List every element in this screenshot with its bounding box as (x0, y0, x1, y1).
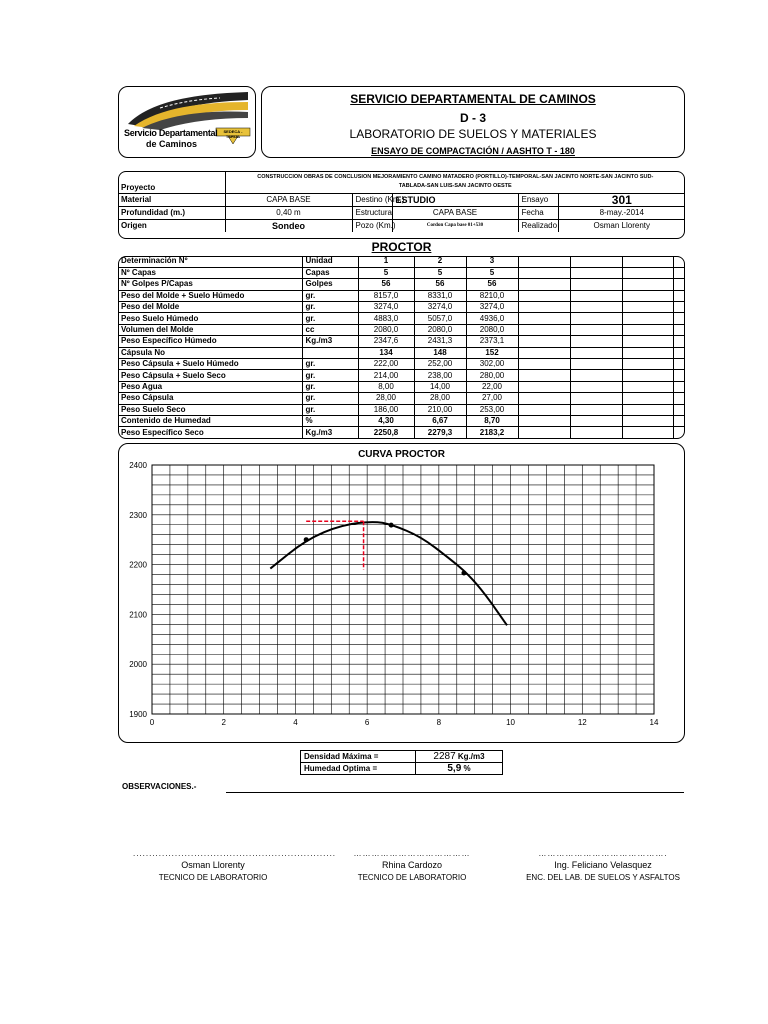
proctor-empty-cell (673, 427, 685, 438)
proctor-empty-cell (622, 415, 673, 426)
proctor-empty-cell (570, 370, 622, 381)
proctor-empty-cell (518, 290, 570, 301)
proctor-row-label: Peso Cápsula + Suelo Seco (118, 370, 302, 381)
pozo-label: Pozo (Km.) (352, 219, 392, 232)
proctor-value-3: 253,00 (466, 404, 518, 415)
proctor-value-3: 2183,2 (466, 427, 518, 438)
proctor-row (118, 279, 685, 290)
proctor-empty-cell (673, 290, 685, 301)
proctor-empty-cell (518, 279, 570, 290)
proctor-value-2: 6,67 (414, 415, 466, 426)
profundidad-label: Profundidad (m.) (118, 206, 225, 219)
origen-label: Origen (118, 219, 225, 232)
proctor-row-label: Peso Agua (118, 381, 302, 392)
material-value: CAPA BASE (225, 193, 352, 206)
proctor-empty-cell (570, 324, 622, 335)
proyecto-line2: TABLADA-SAN LUIS-SAN JACINTO OESTE (398, 182, 512, 189)
proctor-value-1: 2250,8 (358, 427, 414, 438)
proctor-row-label: Determinación Nº (118, 256, 302, 267)
proctor-empty-cell (518, 381, 570, 392)
logo-line2: de Caminos (146, 139, 198, 149)
proctor-row-unit: Capas (302, 267, 358, 278)
proctor-value-1: 2080,0 (358, 324, 414, 335)
proctor-row-unit: gr. (302, 302, 358, 313)
proctor-row (118, 324, 685, 335)
proctor-empty-cell (570, 427, 622, 438)
proctor-value-2: 14,00 (414, 381, 466, 392)
chart-title: CURVA PROCTOR (358, 449, 445, 460)
fecha-label: Fecha (518, 206, 558, 219)
x-tick-label: 0 (149, 718, 155, 727)
proctor-table (118, 256, 685, 438)
proctor-row-unit: gr. (302, 370, 358, 381)
ensayo-value: 301 (558, 193, 685, 206)
proctor-row-unit: gr. (302, 393, 358, 404)
proctor-row-unit: gr. (302, 359, 358, 370)
proctor-value-2: 2279,3 (414, 427, 466, 438)
proctor-empty-cell (570, 415, 622, 426)
proctor-row-label: Peso Suelo Seco (118, 404, 302, 415)
proctor-row (118, 336, 685, 347)
proctor-value-3: 27,00 (466, 393, 518, 404)
proctor-empty-cell (570, 393, 622, 404)
pozo-value: Cordon Capa base 01+530 (392, 219, 518, 232)
fecha-value: 8-may.-2014 (558, 206, 685, 219)
proctor-value-3: 3274,0 (466, 302, 518, 313)
proctor-value-1: 134 (358, 347, 414, 358)
material-label: Material (118, 193, 225, 206)
proctor-row (118, 347, 685, 358)
proctor-value-3: 5 (466, 267, 518, 278)
estructura-value: CAPA BASE (392, 206, 518, 219)
proctor-empty-cell (622, 313, 673, 324)
proctor-row-unit: % (302, 415, 358, 426)
proctor-row-label: Contenido de Humedad (118, 415, 302, 426)
proctor-value-1: 5 (358, 267, 414, 278)
proctor-empty-cell (622, 393, 673, 404)
proctor-row-label: Peso Suelo Húmedo (118, 313, 302, 324)
proyecto-value (225, 171, 685, 193)
proctor-value-3: 22,00 (466, 381, 518, 392)
proctor-value-2: 210,00 (414, 404, 466, 415)
proctor-empty-cell (518, 427, 570, 438)
proctor-empty-cell (622, 302, 673, 313)
proctor-row-unit: gr. (302, 404, 358, 415)
proctor-row (118, 415, 685, 426)
proctor-empty-cell (518, 404, 570, 415)
observaciones-line (226, 792, 684, 793)
humedad-value: 5,9 (447, 762, 462, 774)
proctor-empty-cell (673, 415, 685, 426)
proctor-empty-cell (570, 267, 622, 278)
y-tick-label: 2300 (129, 510, 147, 520)
signature-3-dots: ……………………………………. (538, 849, 668, 858)
destino-value: ESTUDIO (392, 193, 518, 206)
realizado-value: Osman Llorenty (558, 219, 685, 232)
proctor-empty-cell (570, 404, 622, 415)
proctor-value-2: 3274,0 (414, 302, 466, 313)
proctor-empty-cell (518, 347, 570, 358)
proyecto-label: Proyecto (118, 171, 225, 193)
profundidad-value: 0,40 m (225, 206, 352, 219)
proctor-row-label: Peso del Molde (118, 302, 302, 313)
proctor-value-2: 56 (414, 279, 466, 290)
proctor-row-unit: Kg./m3 (302, 336, 358, 347)
proctor-empty-cell (622, 324, 673, 335)
proctor-value-3: 56 (466, 279, 518, 290)
proctor-empty-cell (673, 404, 685, 415)
observaciones-label: OBSERVACIONES.- (122, 782, 197, 791)
proctor-row (118, 313, 685, 324)
proctor-row-label: Peso del Molde + Suelo Húmedo (118, 290, 302, 301)
x-tick-label: 2 (221, 718, 226, 727)
proyecto-line1: CONSTRUCCION OBRAS DE CONCLUSION MEJORAMIENTO CAMINO MATADERO (PORTILLO)-TEMPORAL-SAN JACINTO NORTE-SAN JACINTO SUD- (257, 173, 654, 180)
y-tick-label: 1900 (129, 710, 147, 719)
org-title: SERVICIO DEPARTAMENTAL DE CAMINOS (350, 92, 596, 106)
proctor-value-2: 28,00 (414, 393, 466, 404)
proctor-row (118, 256, 685, 267)
proctor-empty-cell (570, 381, 622, 392)
y-tick-label: 2100 (129, 610, 147, 620)
proctor-value-3: 280,00 (466, 370, 518, 381)
proctor-empty-cell (622, 256, 673, 267)
proctor-value-2: 5 (414, 267, 466, 278)
proctor-row (118, 359, 685, 370)
x-tick-label: 12 (577, 718, 587, 727)
ensayo-label: Ensayo (518, 193, 558, 206)
signature-1-name: Osman Llorenty (181, 860, 245, 870)
origen-value: Sondeo (225, 219, 352, 232)
proctor-row (118, 393, 685, 404)
proctor-empty-cell (622, 381, 673, 392)
proctor-curve-chart (118, 443, 685, 743)
proctor-row-unit: Golpes (302, 279, 358, 290)
lab-title: LABORATORIO DE SUELOS Y MATERIALES (349, 127, 597, 141)
proctor-row (118, 427, 685, 438)
proctor-empty-cell (518, 370, 570, 381)
densidad-unit: Kg./m3 (457, 751, 485, 761)
proctor-row (118, 381, 685, 392)
estructura-label: Estructura (352, 206, 392, 219)
proctor-empty-cell (673, 302, 685, 313)
y-tick-label: 2000 (129, 660, 147, 670)
signature-1-role: TECNICO DE LABORATORIO (158, 873, 268, 882)
proctor-value-1: 4883,0 (358, 313, 414, 324)
proctor-empty-cell (622, 404, 673, 415)
data-point (461, 570, 466, 575)
proctor-value-3: 152 (466, 347, 518, 358)
proctor-empty-cell (570, 336, 622, 347)
proctor-empty-cell (622, 347, 673, 358)
proctor-empty-cell (673, 279, 685, 290)
x-tick-label: 4 (293, 718, 298, 727)
proctor-row-label: Volumen del Molde (118, 324, 302, 335)
logo-line1: Servicio Departamental (124, 128, 218, 138)
humedad-unit: % (463, 763, 471, 773)
densidad-cell (416, 751, 503, 763)
densidad-value: 2287 (433, 750, 456, 762)
humedad-label: Humedad Optima = (301, 763, 416, 775)
proctor-row-label: Peso Específico Seco (118, 427, 302, 438)
signature-3-name: Ing. Feliciano Velasquez (554, 860, 652, 870)
signature-2-role: TECNICO DE LABORATORIO (357, 873, 467, 882)
proctor-empty-cell (622, 427, 673, 438)
x-tick-label: 8 (436, 718, 442, 727)
proctor-empty-cell (570, 313, 622, 324)
proctor-value-1: 2347,6 (358, 336, 414, 347)
proctor-value-3: 8210,0 (466, 290, 518, 301)
proctor-value-2: 252,00 (414, 359, 466, 370)
proctor-value-3: 3 (466, 256, 518, 267)
proctor-empty-cell (673, 313, 685, 324)
proctor-empty-cell (673, 267, 685, 278)
proctor-value-2: 148 (414, 347, 466, 358)
proctor-row (118, 404, 685, 415)
proctor-row-unit: Unidad (302, 256, 358, 267)
test-title: ENSAYO DE COMPACTACIÓN / AASHTO T - 180 (371, 146, 575, 156)
signature-1 (133, 849, 337, 882)
proctor-empty-cell (570, 279, 622, 290)
proctor-value-1: 56 (358, 279, 414, 290)
proctor-empty-cell (622, 359, 673, 370)
proctor-row (118, 290, 685, 301)
proctor-empty-cell (518, 393, 570, 404)
proctor-empty-cell (673, 370, 685, 381)
proctor-value-2: 5057,0 (414, 313, 466, 324)
proctor-empty-cell (518, 313, 570, 324)
proctor-row-label: Cápsula No (118, 347, 302, 358)
proctor-value-3: 2373,1 (466, 336, 518, 347)
y-tick-label: 2200 (129, 560, 147, 570)
form-code: D - 3 (459, 111, 486, 125)
signature-1-dots: ............................................................... (133, 849, 337, 858)
proctor-value-1: 1 (358, 256, 414, 267)
proctor-row (118, 302, 685, 313)
proctor-value-2: 8331,0 (414, 290, 466, 301)
proctor-empty-cell (518, 415, 570, 426)
logo-badge-text: SEDECA - TARIJA (223, 129, 243, 139)
realizado-label: Realizado (518, 219, 558, 232)
proctor-value-2: 2431,3 (414, 336, 466, 347)
signature-2-dots: ………………………………… (353, 849, 471, 858)
proctor-empty-cell (622, 370, 673, 381)
x-tick-label: 10 (506, 718, 516, 727)
data-point (304, 537, 309, 542)
proctor-empty-cell (622, 279, 673, 290)
proctor-value-3: 302,00 (466, 359, 518, 370)
signature-3 (512, 850, 694, 882)
proctor-empty-cell (518, 324, 570, 335)
proctor-empty-cell (673, 336, 685, 347)
destino-label: Destino (Km.) (352, 193, 392, 206)
signature-3-role: ENC. DEL LAB. DE SUELOS Y ASFALTOS (526, 873, 680, 882)
proctor-row-label: Peso Cápsula (118, 393, 302, 404)
proctor-empty-cell (570, 256, 622, 267)
proctor-value-1: 8,00 (358, 381, 414, 392)
proctor-empty-cell (518, 336, 570, 347)
proctor-row-unit: gr. (302, 381, 358, 392)
proctor-row (118, 267, 685, 278)
densidad-label: Densidad Máxima = (301, 751, 416, 763)
humedad-cell (416, 763, 503, 775)
proctor-value-2: 2 (414, 256, 466, 267)
proctor-empty-cell (570, 347, 622, 358)
proctor-empty-cell (673, 256, 685, 267)
proctor-row-label: Peso Específico Húmedo (118, 336, 302, 347)
proctor-empty-cell (673, 324, 685, 335)
proctor-value-1: 8157,0 (358, 290, 414, 301)
proctor-value-1: 222,00 (358, 359, 414, 370)
proctor-empty-cell (518, 267, 570, 278)
data-point (389, 523, 394, 528)
proctor-empty-cell (518, 256, 570, 267)
proctor-value-1: 214,00 (358, 370, 414, 381)
signature-2 (332, 850, 492, 882)
proctor-empty-cell (622, 290, 673, 301)
signature-2-name: Rhina Cardozo (381, 860, 443, 870)
proctor-value-1: 3274,0 (358, 302, 414, 313)
proctor-empty-cell (673, 359, 685, 370)
x-tick-label: 6 (364, 718, 370, 727)
results-table (300, 750, 503, 775)
proctor-row-unit: gr. (302, 290, 358, 301)
proctor-value-2: 238,00 (414, 370, 466, 381)
proctor-empty-cell (570, 290, 622, 301)
proctor-empty-cell (570, 302, 622, 313)
proctor-empty-cell (673, 393, 685, 404)
proctor-value-2: 2080,0 (414, 324, 466, 335)
proctor-value-1: 4,30 (358, 415, 414, 426)
proctor-title: PROCTOR (371, 240, 432, 254)
info-table (118, 171, 685, 232)
proctor-value-3: 4936,0 (466, 313, 518, 324)
proctor-empty-cell (518, 302, 570, 313)
proctor-row-label: Peso Cápsula + Suelo Húmedo (118, 359, 302, 370)
proctor-empty-cell (673, 381, 685, 392)
proctor-row-unit: cc (302, 324, 358, 335)
x-tick-label: 14 (649, 718, 659, 727)
proctor-empty-cell (673, 347, 685, 358)
proctor-empty-cell (622, 267, 673, 278)
proctor-row (118, 370, 685, 381)
proctor-value-3: 2080,0 (466, 324, 518, 335)
proctor-row-unit (302, 347, 358, 358)
proctor-row-label: Nº Capas (118, 267, 302, 278)
proctor-row-unit: gr. (302, 313, 358, 324)
logo (120, 88, 254, 156)
proctor-value-1: 186,00 (358, 404, 414, 415)
proctor-empty-cell (518, 359, 570, 370)
proctor-row-unit: Kg./m3 (302, 427, 358, 438)
proctor-value-3: 8,70 (466, 415, 518, 426)
proctor-empty-cell (622, 336, 673, 347)
proctor-value-1: 28,00 (358, 393, 414, 404)
proctor-row-label: Nº Golpes P/Capas (118, 279, 302, 290)
y-tick-label: 2400 (129, 461, 147, 470)
proctor-empty-cell (570, 359, 622, 370)
